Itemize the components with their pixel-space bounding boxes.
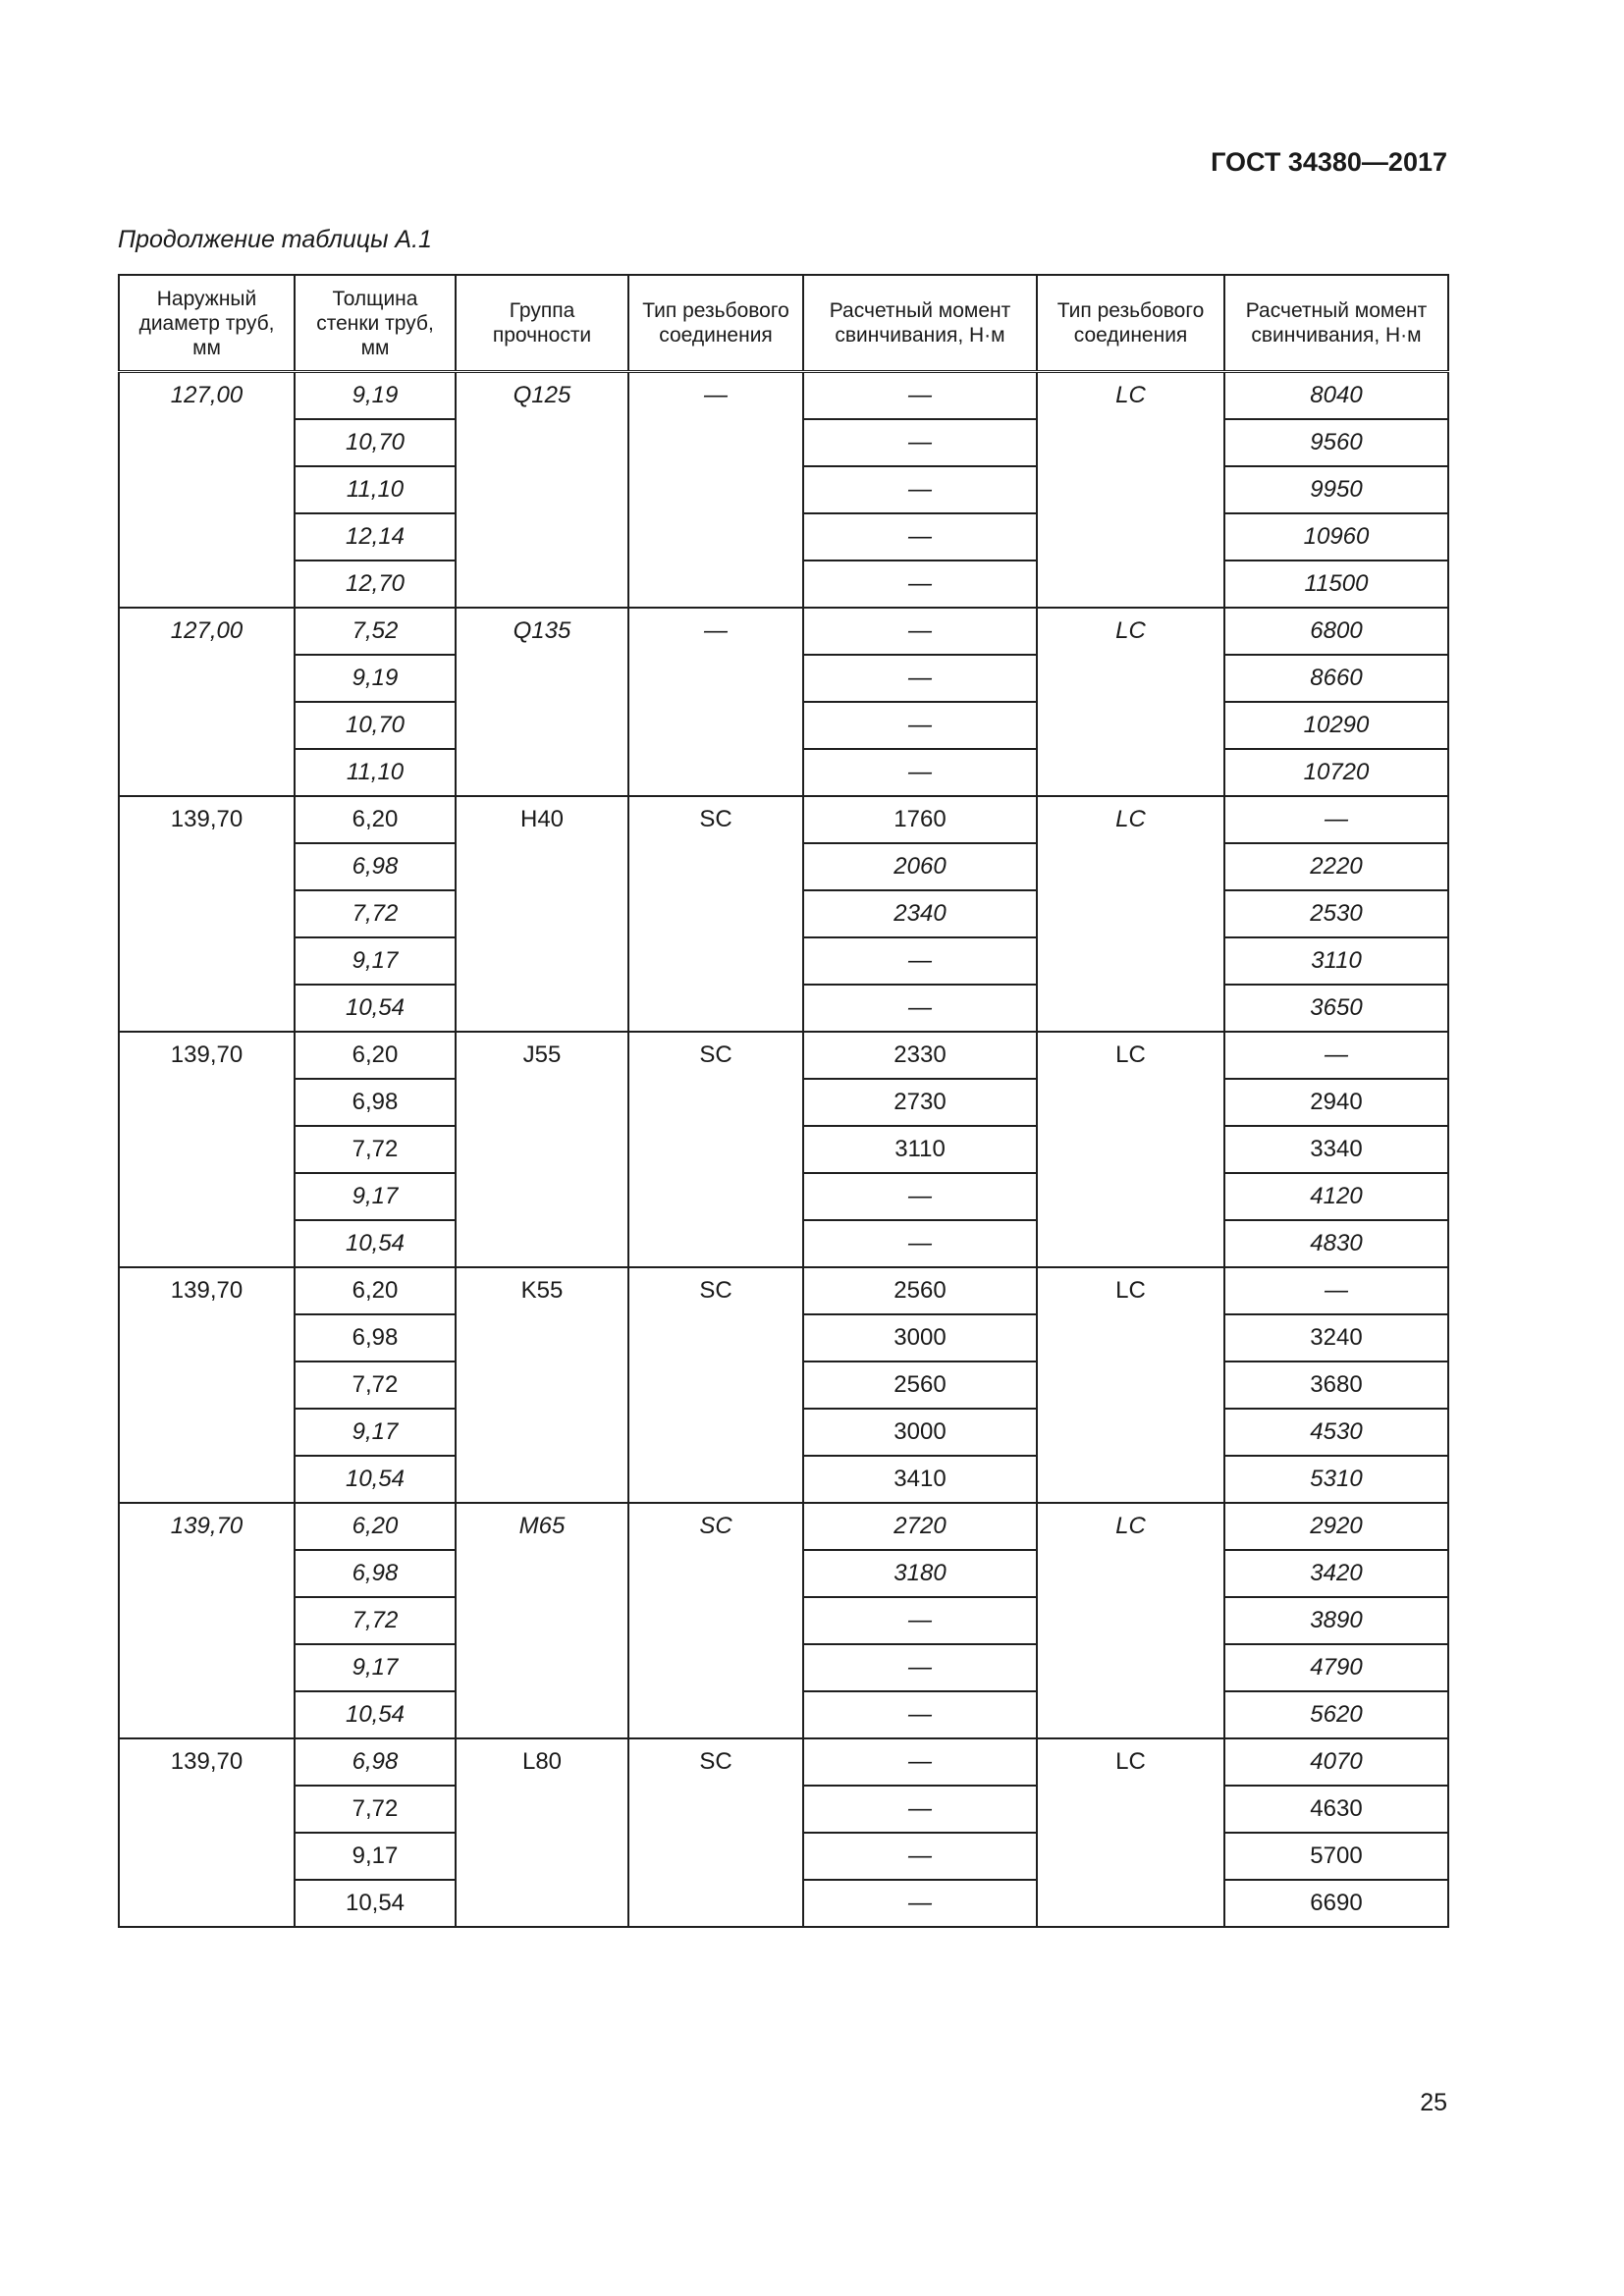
cell-torque-1: 1760 — [803, 796, 1037, 843]
cell-torque-2: 8040 — [1224, 372, 1448, 420]
cell-wall: 6,20 — [295, 1032, 456, 1079]
cell-torque-1: — — [803, 372, 1037, 420]
col-header-thread-1: Тип резьбового соединения — [628, 275, 803, 372]
cell-torque-2: 2220 — [1224, 843, 1448, 890]
cell-torque-1: 3410 — [803, 1456, 1037, 1503]
cell-wall: 9,17 — [295, 1173, 456, 1220]
cell-torque-1: — — [803, 1173, 1037, 1220]
cell-torque-2: 5310 — [1224, 1456, 1448, 1503]
table-row — [119, 608, 1448, 655]
cell-torque-2: 3420 — [1224, 1550, 1448, 1597]
cell-torque-1: — — [803, 1833, 1037, 1880]
cell-wall: 9,19 — [295, 372, 456, 420]
table-row — [119, 1032, 1448, 1079]
cell-torque-1: — — [803, 702, 1037, 749]
cell-wall: 6,98 — [295, 1738, 456, 1786]
cell-thread-1: SC — [628, 1032, 803, 1267]
cell-torque-2: 4790 — [1224, 1644, 1448, 1691]
cell-torque-2: 11500 — [1224, 561, 1448, 608]
cell-torque-2: 4530 — [1224, 1409, 1448, 1456]
cell-thread-1: — — [628, 372, 803, 609]
cell-wall: 7,72 — [295, 1597, 456, 1644]
cell-torque-1: 3000 — [803, 1314, 1037, 1362]
cell-diameter: 127,00 — [119, 372, 295, 609]
cell-thread-1: SC — [628, 1503, 803, 1738]
cell-diameter: 139,70 — [119, 796, 295, 1032]
cell-torque-2: 3680 — [1224, 1362, 1448, 1409]
cell-wall: 9,17 — [295, 1644, 456, 1691]
cell-wall: 9,17 — [295, 1833, 456, 1880]
cell-torque-1: — — [803, 937, 1037, 985]
cell-grade: H40 — [456, 796, 628, 1032]
cell-torque-1: 2060 — [803, 843, 1037, 890]
cell-torque-2: 3340 — [1224, 1126, 1448, 1173]
cell-grade: K55 — [456, 1267, 628, 1503]
cell-wall: 12,70 — [295, 561, 456, 608]
col-header-torque-2: Расчетный момент свинчивания, Н·м — [1224, 275, 1448, 372]
cell-torque-2: 10290 — [1224, 702, 1448, 749]
table-header-row — [119, 275, 1448, 372]
col-header-thread-2: Тип резьбового соединения — [1037, 275, 1224, 372]
cell-torque-1: — — [803, 1786, 1037, 1833]
cell-wall: 10,70 — [295, 419, 456, 466]
page-number: 25 — [1420, 2089, 1447, 2116]
cell-torque-1: 2720 — [803, 1503, 1037, 1550]
torque-table — [118, 274, 1449, 1928]
table-row — [119, 1503, 1448, 1550]
cell-wall: 7,72 — [295, 1786, 456, 1833]
cell-torque-2: 2940 — [1224, 1079, 1448, 1126]
cell-torque-1: — — [803, 466, 1037, 513]
cell-wall: 10,54 — [295, 985, 456, 1032]
cell-torque-1: — — [803, 1644, 1037, 1691]
cell-grade: Q135 — [456, 608, 628, 796]
table-row — [119, 372, 1448, 420]
cell-grade: J55 — [456, 1032, 628, 1267]
cell-torque-2: 3890 — [1224, 1597, 1448, 1644]
cell-thread-2: LC — [1037, 1032, 1224, 1267]
cell-diameter: 139,70 — [119, 1738, 295, 1927]
cell-thread-1: SC — [628, 796, 803, 1032]
cell-wall: 12,14 — [295, 513, 456, 561]
cell-wall: 10,54 — [295, 1691, 456, 1738]
cell-diameter: 139,70 — [119, 1032, 295, 1267]
cell-wall: 6,20 — [295, 1267, 456, 1314]
cell-torque-1: — — [803, 985, 1037, 1032]
table-body — [119, 372, 1448, 1928]
cell-grade: L80 — [456, 1738, 628, 1927]
cell-torque-2: 9560 — [1224, 419, 1448, 466]
col-header-grade: Группа прочности — [456, 275, 628, 372]
cell-thread-2: LC — [1037, 1267, 1224, 1503]
cell-torque-1: — — [803, 608, 1037, 655]
cell-torque-1: 3180 — [803, 1550, 1037, 1597]
cell-torque-2: 4830 — [1224, 1220, 1448, 1267]
table-row — [119, 1267, 1448, 1314]
cell-wall: 10,54 — [295, 1220, 456, 1267]
cell-torque-1: — — [803, 1597, 1037, 1644]
cell-torque-1: 2730 — [803, 1079, 1037, 1126]
cell-torque-2: 2920 — [1224, 1503, 1448, 1550]
cell-torque-1: — — [803, 1880, 1037, 1927]
cell-torque-1: — — [803, 1738, 1037, 1786]
cell-torque-1: 2560 — [803, 1267, 1037, 1314]
cell-torque-1: 3110 — [803, 1126, 1037, 1173]
cell-torque-1: — — [803, 419, 1037, 466]
col-header-torque-1: Расчетный момент свинчивания, Н·м — [803, 275, 1037, 372]
cell-thread-2: LC — [1037, 796, 1224, 1032]
cell-thread-2: LC — [1037, 1738, 1224, 1927]
cell-torque-2: 9950 — [1224, 466, 1448, 513]
cell-torque-1: — — [803, 513, 1037, 561]
cell-torque-1: — — [803, 561, 1037, 608]
col-header-wall: Толщина стенки труб, мм — [295, 275, 456, 372]
cell-wall: 7,72 — [295, 890, 456, 937]
cell-wall: 9,17 — [295, 1409, 456, 1456]
cell-wall: 6,20 — [295, 1503, 456, 1550]
cell-grade: Q125 — [456, 372, 628, 609]
standard-header: ГОСТ 34380—2017 — [1211, 147, 1447, 177]
cell-thread-1: SC — [628, 1267, 803, 1503]
cell-wall: 7,72 — [295, 1362, 456, 1409]
cell-wall: 6,20 — [295, 796, 456, 843]
cell-diameter: 139,70 — [119, 1267, 295, 1503]
cell-torque-2: 8660 — [1224, 655, 1448, 702]
cell-wall: 6,98 — [295, 1314, 456, 1362]
cell-torque-2: 3110 — [1224, 937, 1448, 985]
cell-torque-2: 6690 — [1224, 1880, 1448, 1927]
cell-torque-2: 2530 — [1224, 890, 1448, 937]
cell-torque-2: — — [1224, 1032, 1448, 1079]
cell-torque-2: 4120 — [1224, 1173, 1448, 1220]
cell-thread-2: LC — [1037, 372, 1224, 609]
cell-torque-2: 10720 — [1224, 749, 1448, 796]
cell-wall: 11,10 — [295, 466, 456, 513]
cell-torque-2: — — [1224, 796, 1448, 843]
cell-torque-2: 6800 — [1224, 608, 1448, 655]
cell-torque-1: — — [803, 655, 1037, 702]
cell-torque-2: 4630 — [1224, 1786, 1448, 1833]
cell-torque-2: 5620 — [1224, 1691, 1448, 1738]
cell-torque-2: 3650 — [1224, 985, 1448, 1032]
cell-torque-2: 3240 — [1224, 1314, 1448, 1362]
cell-diameter: 127,00 — [119, 608, 295, 796]
cell-torque-2: 4070 — [1224, 1738, 1448, 1786]
cell-torque-1: 2340 — [803, 890, 1037, 937]
cell-torque-2: — — [1224, 1267, 1448, 1314]
table-row — [119, 796, 1448, 843]
cell-wall: 11,10 — [295, 749, 456, 796]
cell-thread-2: LC — [1037, 608, 1224, 796]
cell-thread-1: SC — [628, 1738, 803, 1927]
cell-wall: 7,72 — [295, 1126, 456, 1173]
col-header-diameter: Наружный диаметр труб, мм — [119, 275, 295, 372]
cell-torque-2: 5700 — [1224, 1833, 1448, 1880]
cell-thread-1: — — [628, 608, 803, 796]
cell-wall: 10,54 — [295, 1456, 456, 1503]
cell-wall: 6,98 — [295, 843, 456, 890]
cell-wall: 7,52 — [295, 608, 456, 655]
cell-wall: 6,98 — [295, 1550, 456, 1597]
cell-wall: 9,19 — [295, 655, 456, 702]
cell-torque-1: 2330 — [803, 1032, 1037, 1079]
cell-torque-1: — — [803, 749, 1037, 796]
table-caption: Продолжение таблицы А.1 — [118, 226, 432, 253]
cell-torque-1: — — [803, 1691, 1037, 1738]
cell-wall: 9,17 — [295, 937, 456, 985]
cell-wall: 6,98 — [295, 1079, 456, 1126]
table-row — [119, 1738, 1448, 1786]
cell-torque-2: 10960 — [1224, 513, 1448, 561]
cell-diameter: 139,70 — [119, 1503, 295, 1738]
cell-thread-2: LC — [1037, 1503, 1224, 1738]
cell-wall: 10,54 — [295, 1880, 456, 1927]
cell-torque-1: 2560 — [803, 1362, 1037, 1409]
cell-torque-1: 3000 — [803, 1409, 1037, 1456]
cell-wall: 10,70 — [295, 702, 456, 749]
cell-grade: M65 — [456, 1503, 628, 1738]
cell-torque-1: — — [803, 1220, 1037, 1267]
